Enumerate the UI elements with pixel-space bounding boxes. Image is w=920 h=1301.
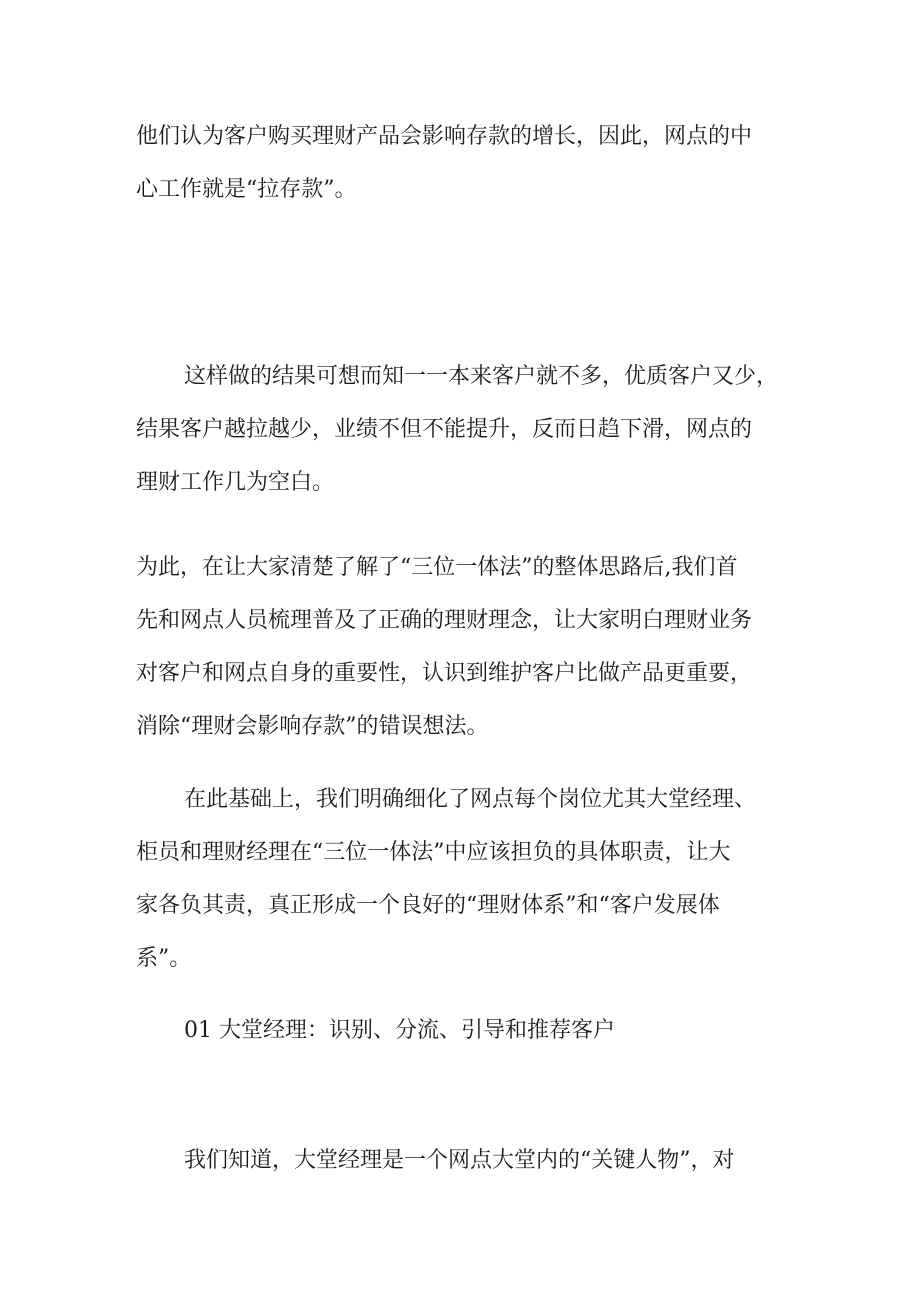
paragraph-line: 先和网点人员梳理普及了正确的理财理念，让大家明白理财业务 [136,608,753,633]
paragraph-line: 结果客户越拉越少，业绩不但不能提升，反而日趋下滑，网点的 [136,417,753,442]
heading-text: 01 大堂经理：识别、分流、引导和推荐客户 [184,1018,615,1043]
paragraph-line: 系”。 [136,946,192,971]
paragraph-line: 消除“理财会影响存款”的错误想法。 [136,714,489,739]
paragraph-line: 理财工作几为空白。 [136,470,335,495]
paragraph-4 [136,773,796,985]
paragraph-line: 家各负其责，真正形成一个良好的“理财体系”和“客户发展体 [136,893,720,918]
paragraph-3 [136,541,796,753]
paragraph-line: 对客户和网点自身的重要性，认识到维护客户比做产品更重要， [136,661,753,686]
section-heading [136,1004,796,1057]
paragraph-2 [136,350,796,509]
paragraph-line: 柜员和理财经理在“三位一体法”中应该担负的具体职责，让大 [136,840,731,865]
paragraph-1 [136,110,796,216]
paragraph-5 [136,1134,796,1187]
paragraph-line: 这样做的结果可想而知一一本来客户就不多，优质客户又少， [184,364,779,389]
paragraph-line: 我们知道，大堂经理是一个网点大堂内的“关键人物”，对 [184,1148,735,1173]
paragraph-line: 心工作就是“拉存款”。 [136,177,357,202]
paragraph-line: 他们认为客户购买理财产品会影响存款的增长，因此，网点的中 [136,124,753,149]
paragraph-line: 为此，在让大家清楚了解了“三位一体法”的整体思路后,我们首 [136,555,738,580]
paragraph-line: 在此基础上，我们明确细化了网点每个岗位尤其大堂经理、 [184,787,757,812]
